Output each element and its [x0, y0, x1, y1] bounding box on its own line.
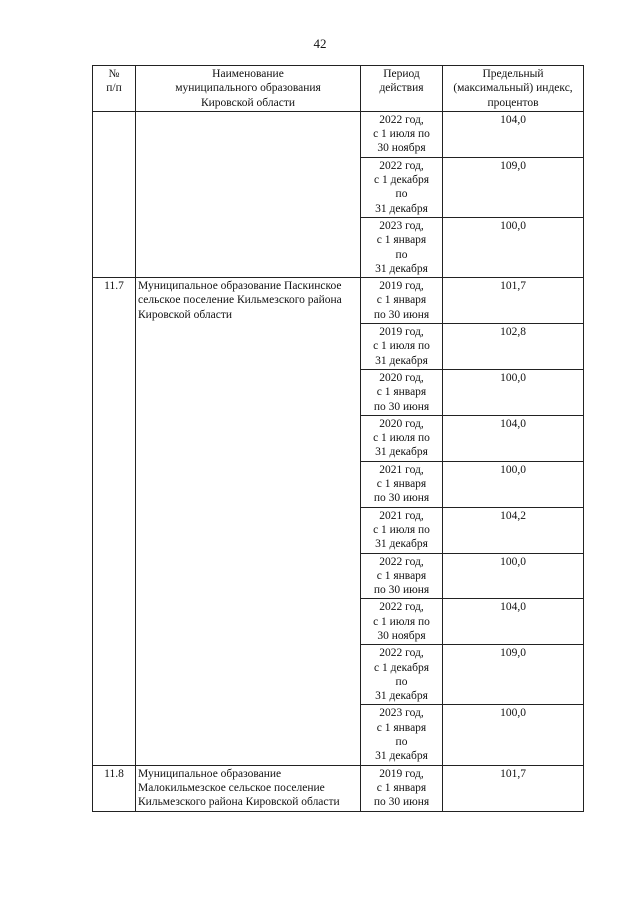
period-cell: 2022 год, с 1 января по 30 июня: [361, 553, 443, 599]
header-index: Предельный (максимальный) индекс, процентов: [443, 66, 584, 112]
period-cell: 2019 год, с 1 июля по 31 декабря: [361, 324, 443, 370]
table-row: [93, 111, 584, 157]
period-cell: 2022 год, с 1 июля по 30 ноября: [361, 111, 443, 157]
index-cell: 109,0: [443, 645, 584, 705]
tariff-index-table: [92, 65, 584, 812]
table-header-row: [93, 66, 584, 112]
index-cell: 100,0: [443, 461, 584, 507]
index-cell: 101,7: [443, 765, 584, 811]
municipality-name: Муниципальное образование Малокильмезское сельское поселение Кильмезского района Кировской области: [136, 765, 361, 811]
index-cell: 102,8: [443, 324, 584, 370]
period-cell: 2021 год, с 1 июля по 31 декабря: [361, 507, 443, 553]
table-body: [93, 111, 584, 811]
period-cell: 2022 год, с 1 декабря по 31 декабря: [361, 645, 443, 705]
period-cell: 2022 год, с 1 июля по 30 ноября: [361, 599, 443, 645]
row-number: 11.7: [93, 278, 136, 766]
period-cell: 2022 год, с 1 декабря по 31 декабря: [361, 157, 443, 217]
header-period: Период действия: [361, 66, 443, 112]
index-cell: 104,0: [443, 111, 584, 157]
row-number: [93, 111, 136, 277]
period-cell: 2023 год, с 1 января по 31 декабря: [361, 217, 443, 277]
header-name: Наименование муниципального образования Кировской области: [136, 66, 361, 112]
table-row: [93, 765, 584, 811]
period-cell: 2020 год, с 1 июля по 31 декабря: [361, 415, 443, 461]
row-number: 11.8: [93, 765, 136, 811]
period-cell: 2023 год, с 1 января по 31 декабря: [361, 705, 443, 765]
index-cell: 104,2: [443, 507, 584, 553]
index-cell: 100,0: [443, 369, 584, 415]
period-cell: 2019 год, с 1 января по 30 июня: [361, 765, 443, 811]
index-cell: 100,0: [443, 553, 584, 599]
period-cell: 2021 год, с 1 января по 30 июня: [361, 461, 443, 507]
index-cell: 104,0: [443, 415, 584, 461]
municipality-name: [136, 111, 361, 277]
page-number: 42: [313, 36, 327, 51]
table-row: [93, 278, 584, 324]
period-cell: 2019 год, с 1 января по 30 июня: [361, 278, 443, 324]
header-num: № п/п: [93, 66, 136, 112]
index-cell: 101,7: [443, 278, 584, 324]
period-cell: 2020 год, с 1 января по 30 июня: [361, 369, 443, 415]
index-cell: 100,0: [443, 217, 584, 277]
municipality-name: Муниципальное образование Паскинское сельское поселение Кильмезского района Кировской области: [136, 278, 361, 766]
index-cell: 104,0: [443, 599, 584, 645]
index-cell: 109,0: [443, 157, 584, 217]
index-cell: 100,0: [443, 705, 584, 765]
